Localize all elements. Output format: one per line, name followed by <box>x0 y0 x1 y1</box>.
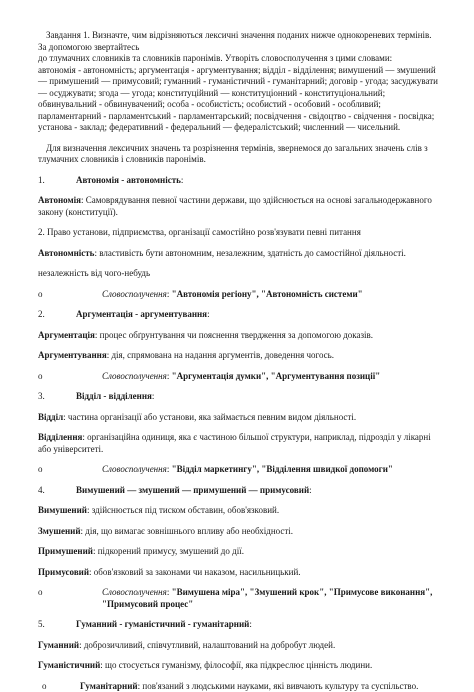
definition: незалежність від чого-небудь <box>38 268 438 280</box>
section-1-heading: 1. Автономія - автономність : <box>38 175 438 187</box>
definition: Примушений: підкорений примусу, змушений до дії. <box>38 546 438 558</box>
definition: Автономність: властивість бути автономним, незалежним, здатність до самостійної діяльності. <box>38 248 438 260</box>
intro-paragraph: Для визначення лексичних значень та розрізнення термінів, звернемося до загальних значень слів з тлумачних словників і словників паронімів. <box>38 143 438 166</box>
definition: 2. Право установи, підприємства, організації самостійно розв'язувати певні питання <box>38 227 438 239</box>
definition: Вимушений: здійснюється під тиском обставин, обов'язковий. <box>38 505 438 517</box>
definition: Аргументування: дія, спрямована на надання аргументів, доведення чогось. <box>38 350 438 362</box>
task-line-1: Завдання 1. Визначте, чим відрізняються лексичні значення поданих нижче однокореневих термінів. За допомогою звертайтесь <box>38 30 432 52</box>
task-line-2: до тлумачних словників та словників паронімів. Утворіть словосполучення з цими словами: <box>38 53 392 63</box>
definition: Примусовий: обов'язковий за законами чи наказом, насильницький. <box>38 567 438 579</box>
section-4-title: Вимушений — змушений — примушений — примусовий <box>76 485 309 497</box>
section-1-title: Автономія - автономність <box>76 175 181 187</box>
section-5-heading: 5. Гуманний - гуманістичний - гуманітарний : <box>38 619 438 631</box>
task-body: автономія - автономність; аргументація - аргументування; відділ - відділення; вимушений — змушений — примушений — примусовий; гуманний - гуманістичний - гуманітарний; договір - угода; засуджувати — осуджувати; згода — угода; конституційний — конституціонний - конституціональний; обвинувальний - обвинувачений; особа - особистість; особистий - особовий - особливий; парламентарний - парламентський - парламентарський; посвідчення - свідоцтво - свідчення - посвідка; установа - заклад; федеративний - федеральний — федералістський; численний — чисельний. <box>38 65 438 133</box>
section-2-title: Аргументація - аргументування <box>76 309 207 321</box>
definition: Змушений: дія, що вимагає зовнішнього впливу або необхідності. <box>38 526 438 538</box>
document-page <box>38 30 438 692</box>
section-3-heading: 3. Відділ - відділення : <box>38 391 438 403</box>
definition: Гуманістичний: що стосується гуманізму, філософії, яка підкреслює цінність людини. <box>38 660 438 672</box>
definition: Автономія: Самоврядування певної частини держави, що здійснюється на основі загальнодержавного закону (конституції). <box>38 195 438 218</box>
section-3-title: Відділ - відділення <box>76 391 152 403</box>
definition: Відділ: частина організації або установи, яка займається певним видом діяльності. <box>38 412 438 424</box>
definition: Гуманний: доброзичливий, співчутливий, налаштований на добробут людей. <box>38 640 438 652</box>
phrase-line: o Словосполучення: "Відділ маркетингу", "Відділення швидкої допомоги" <box>38 464 438 476</box>
definition: o Гуманітарний: пов'язаний з людськими науками, які вивчають культуру та суспільство. <box>38 681 438 692</box>
phrase-line: o Словосполучення: "Вимушена міра", "Змушений крок", "Примусове виконання", "Примусовий процес" <box>38 587 438 610</box>
phrase-line: o Словосполучення: "Автономія регіону", "Автономність системи" <box>38 289 438 301</box>
section-4-heading: 4. Вимушений — змушений — примушений — примусовий : <box>38 485 438 497</box>
section-2-heading: 2. Аргументація - аргументування : <box>38 309 438 321</box>
task-paragraph <box>38 30 438 134</box>
section-5-title: Гуманний - гуманістичний - гуманітарний <box>76 619 249 631</box>
phrase-line: o Словосполучення: "Аргументація думки", "Аргументування позиції" <box>38 371 438 383</box>
definition: Відділення: організаційна одиниця, яка є частиною більшої структури, наприклад, підрозділ у лікарні або університеті. <box>38 432 438 455</box>
definition: Аргументація: процес обґрунтування чи пояснення твердження за допомогою доказів. <box>38 330 438 342</box>
